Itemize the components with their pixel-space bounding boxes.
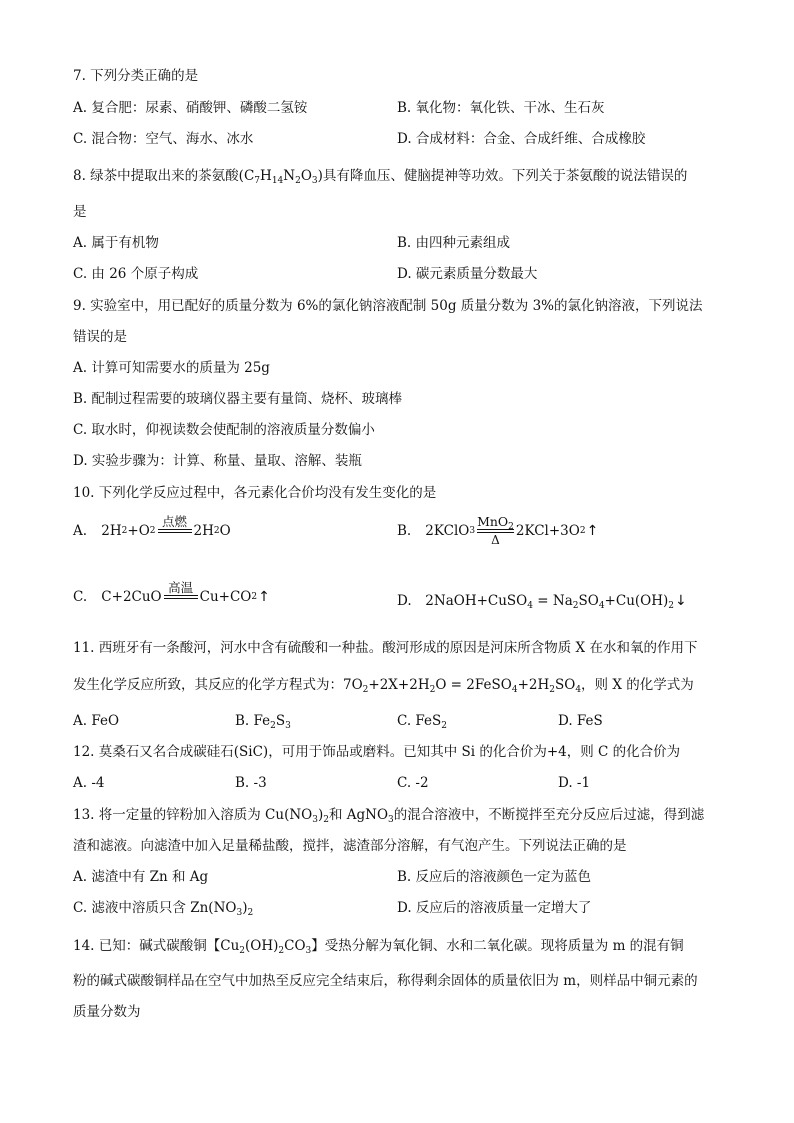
- reaction-condition: MnO$_2$ Δ: [477, 514, 514, 547]
- question-9-stem: 9. 实验室中，用已配好的质量分数为 6%的氯化钠溶液配制 50g 质量分数为 3%的氯化钠溶液，下列说法: [73, 298, 703, 314]
- acid-river-equation: $7O_2+2X+2H_2O$ = $2FeSO_4+2H_2SO_4$: [343, 677, 582, 695]
- question-14-stem-line2: 粉的碱式碳酸铜样品在空气中加热至反应完全结束后，称得剩余固体的质量依旧为 m，则样品中铜元素的: [73, 973, 698, 989]
- question-12-option-d: D. -1: [558, 775, 591, 791]
- precipitate-arrow-icon: ↓: [675, 593, 687, 609]
- question-9-option-a: A. 计算可知需要水的质量为 25g: [73, 360, 270, 376]
- question-12-option-a: A. -4: [73, 775, 105, 791]
- question-7-stem: 7. 下列分类正确的是: [73, 68, 199, 84]
- question-14-stem-line3: 质量分数为: [73, 1004, 141, 1020]
- question-13-option-d: D. 反应后的溶液质量一定增大了: [397, 900, 592, 916]
- question-13-stem-line2: 渣和滤液。向滤渣中加入足量稀盐酸，搅拌，滤渣部分溶解，有气泡产生。下列说法正确的是: [73, 838, 627, 854]
- question-8-stem-line2: 是: [73, 204, 87, 220]
- question-7-option-a: A. 复合肥：尿素、硝酸钾、磷酸二氢铵: [73, 100, 308, 116]
- question-12-option-c: C. -2: [397, 775, 429, 791]
- question-8-option-b: B. 由四种元素组成: [397, 235, 511, 251]
- question-11-option-d: D. FeS: [558, 713, 603, 729]
- question-11-stem: 11. 西班牙有一条酸河，河水中含有硫酸和一种盐。酸河形成的原因是河床所含物质 X 在水和氧的作用下: [73, 640, 698, 656]
- question-7-option-c: C. 混合物：空气、海水、冰水: [73, 131, 254, 147]
- question-12-option-b: B. -3: [235, 775, 267, 791]
- question-8-option-a: A. 属于有机物: [73, 235, 159, 251]
- question-13-option-b: B. 反应后的溶液颜色一定为蓝色: [397, 869, 592, 885]
- basic-copper-carbonate-formula: $Cu_2(OH)_2CO_3$: [220, 938, 312, 956]
- gas-arrow-icon: ↑: [258, 589, 270, 605]
- question-10-option-b: B. 2KClO 3 MnO$_2$ Δ 2KCl+3O 2 ↑: [397, 514, 599, 547]
- question-9-option-c: C. 取水时，仰视读数会使配制的溶液质量分数偏小: [73, 422, 375, 438]
- question-14-stem: 14. 已知：碱式碳酸铜【$Cu_2(OH)_2CO_3$】受热分解为氧化铜、水和二氧化碳。现将质量为 m 的混有铜: [73, 938, 684, 956]
- theanine-formula: $C_7H_{14}N_2O_3$: [243, 168, 318, 186]
- question-11-option-c: C. FeS$_2$: [397, 713, 448, 731]
- question-10-option-a: A. 2H 2 +O 2 点燃 2H 2 O: [73, 514, 231, 548]
- question-8-stem: 8. 绿茶中提取出来的茶氨酸$(C_7H_{14}N_2O_3)$具有降血压、健脑提神等功效。下列关于茶氨酸的说法错误的: [73, 168, 688, 186]
- question-13-option-a: A. 滤渣中有 Zn 和 Ag: [73, 869, 209, 885]
- question-11-stem-line2: 发生化学反应所致，其反应的化学方程式为：$7O_2+2X+2H_2O$ = $2FeSO_4+2H_2SO_4$，则 X 的化学式为: [73, 677, 694, 695]
- question-11-option-b: B. $Fe_2S_3$: [235, 713, 291, 731]
- question-10-stem: 10. 下列化学反应过程中，各元素化合价均没有发生变化的是: [73, 485, 437, 501]
- question-12-stem: 12. 莫桑石又名合成碳硅石(SiC)，可用于饰品或磨料。已知其中 Si 的化合价为+4，则 C 的化合价为: [73, 744, 681, 760]
- reaction-condition: 点燃: [158, 514, 192, 548]
- question-9-stem-line2: 错误的是: [73, 329, 127, 345]
- question-10-option-c: C. C+2CuO 高温 Cu+CO 2 ↑: [73, 580, 270, 614]
- question-9-option-d: D. 实验步骤为：计算、称量、量取、溶解、装瓶: [73, 453, 362, 469]
- question-7-option-b: B. 氧化物：氧化铁、干冰、生石灰: [397, 100, 605, 116]
- question-7-option-d: D. 合成材料：合金、合成纤维、合成橡胶: [397, 131, 646, 147]
- question-8-option-d: D. 碳元素质量分数最大: [397, 266, 538, 282]
- question-10-option-d: D. 2NaOH+CuSO$_4$ = $Na_2SO_4+Cu(OH)_2↓$: [397, 593, 687, 611]
- question-8-option-c: C. 由 26 个原子构成: [73, 266, 199, 282]
- reaction-condition: 高温: [164, 580, 198, 614]
- question-13-stem: 13. 将一定量的锌粉加入溶质为 $Cu(NO_3)_2$和 AgNO$_3$的混合溶液中，不断搅拌至充分反应后过滤，得到滤: [73, 807, 705, 825]
- gas-arrow-icon: ↑: [586, 523, 599, 539]
- question-13-option-c: C. 滤液中溶质只含 $Zn(NO_3)_2$: [73, 900, 254, 918]
- question-11-option-a: A. FeO: [73, 713, 120, 729]
- question-9-option-b: B. 配制过程需要的玻璃仪器主要有量筒、烧杯、玻璃棒: [73, 391, 403, 407]
